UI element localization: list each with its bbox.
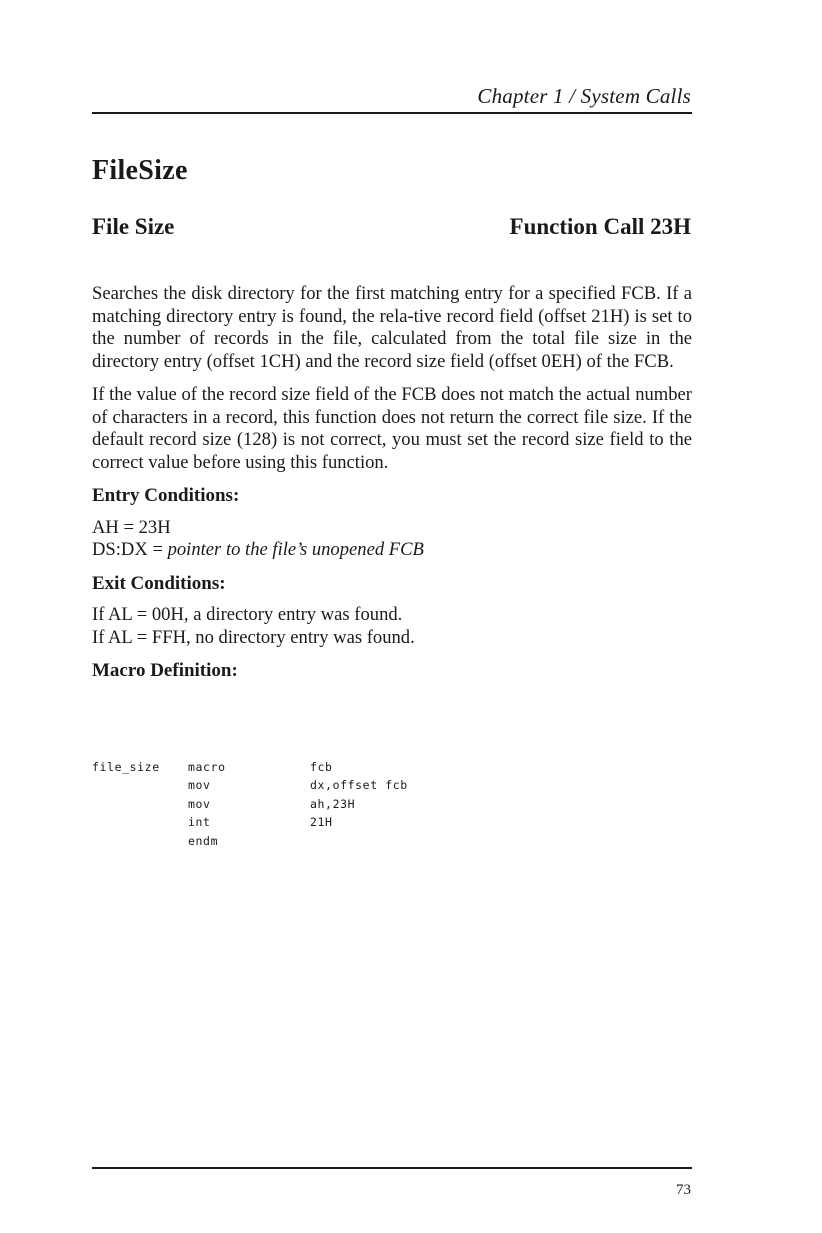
header-rule [92, 112, 692, 114]
exit-condition-not-found: If AL = FFH, no directory entry was found. [92, 626, 415, 648]
subhead [92, 214, 691, 240]
entry-conditions-heading: Entry Conditions: [92, 485, 240, 506]
code-line [92, 776, 408, 794]
description-paragraph: Searches the disk directory for the first matching entry for a specified FCB. If a matching directory entry is found, the rela-tive record field (offset 21H) is set to the number of records in the file, calculated from the total file size in the directory entry (offset 1CH) and the record size field (offset 0EH) of the FCB. [92, 283, 692, 372]
code-mnemonic: mov [188, 778, 211, 793]
code-label: file_size [92, 760, 160, 774]
page-number: 73 [676, 1182, 691, 1198]
code-label [92, 776, 188, 794]
code-operand: ah,23H [310, 796, 356, 811]
code-mnemonic: macro [188, 760, 226, 774]
code-label [92, 832, 188, 850]
exit-conditions-heading: Exit Conditions: [92, 572, 226, 594]
code-mnemonic: mov [188, 796, 211, 811]
record-size-paragraph: If the value of the record size field of the FCB does not match the actual number of characters in a record, this function does not return the correct file size. If the default record size (128) is not correct, you must set the record size field to the correct value before using this function. [92, 384, 692, 473]
footer-rule [92, 1167, 692, 1169]
code-operand: 21H [310, 815, 333, 830]
exit-conditions [92, 604, 692, 649]
code-label [92, 795, 188, 813]
entry-condition-ah: AH = 23H [92, 516, 171, 538]
entry-conditions [92, 517, 692, 562]
code-mnemonic: endm [188, 833, 219, 848]
entry-condition-dsdx [92, 539, 692, 562]
body-text [92, 283, 692, 692]
subhead-function-name: File Size [92, 214, 175, 239]
subhead-function-call: Function Call 23H [509, 214, 691, 239]
code-line [92, 813, 408, 831]
code-line [92, 832, 408, 850]
macro-code-listing [92, 758, 408, 850]
macro-definition-heading: Macro Definition: [92, 660, 238, 681]
page-title: FileSize [92, 155, 188, 186]
entry-condition-dsdx-register: DS:DX = [92, 539, 168, 560]
exit-condition-found: If AL = 00H, a directory entry was found. [92, 604, 403, 625]
running-head: Chapter 1 / System Calls [477, 84, 691, 108]
code-operand: dx,offset fcb [310, 778, 408, 793]
code-line [92, 758, 408, 776]
entry-condition-dsdx-description: pointer to the file’s unopened FCB [167, 539, 424, 560]
code-label [92, 813, 188, 831]
code-mnemonic: int [188, 815, 211, 830]
code-line [92, 795, 408, 813]
code-operand: fcb [310, 760, 333, 774]
